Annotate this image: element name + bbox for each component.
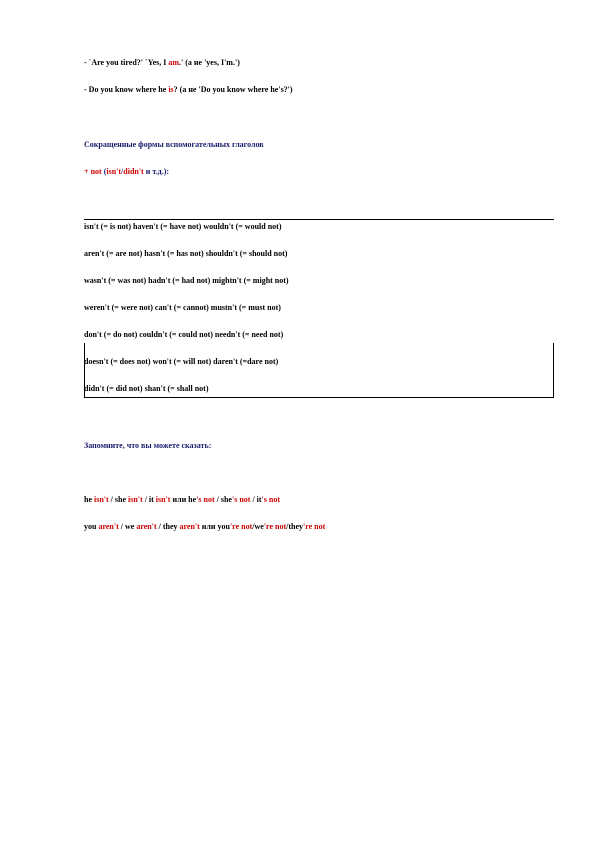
contraction-highlight: 's not: [261, 495, 280, 504]
pronoun-text: /we: [252, 522, 264, 531]
table-row: wasn't (= was not) hadn't (= had not) mightn't (= might not): [84, 276, 289, 285]
contraction-highlight: 's not: [196, 495, 215, 504]
table-row: don't (= do not) couldn't (= could not) needn't (= need not): [84, 330, 284, 339]
table-row: didn't (= did not) shan't (= shall not): [84, 384, 209, 393]
table-right-border: [553, 343, 554, 397]
contraction-highlight: isn't: [128, 495, 143, 504]
not-line-text: (: [101, 167, 107, 176]
pronoun-text: / it: [142, 495, 156, 504]
pronoun-text: или you: [199, 522, 230, 531]
pronoun-text: you: [84, 522, 99, 531]
pronoun-text: he: [84, 495, 94, 504]
pronoun-text: / they: [156, 522, 180, 531]
contraction-highlight: aren't: [136, 522, 157, 531]
highlight-is: is: [168, 85, 174, 94]
example-text: .' (а не 'yes, I'm.'): [179, 58, 240, 67]
remember-heading: Запомните, что вы можете сказать:: [84, 441, 212, 450]
contraction-highlight: 're not: [303, 522, 326, 531]
contraction-highlight: aren't: [179, 522, 200, 531]
example-line-is: [84, 85, 293, 95]
example-line-am: [84, 58, 240, 68]
isnt-word: isn't: [106, 167, 122, 176]
contraction-highlight: isn't: [94, 495, 109, 504]
table-row: weren't (= were not) can't (= cannot) mustn't (= must not): [84, 303, 281, 312]
contraction-highlight: 're not: [229, 522, 253, 531]
example-text: - `Are you tired?' `Yes, I: [84, 58, 169, 67]
pronoun-text: / it: [250, 495, 262, 504]
you-we-they-line: [84, 522, 325, 532]
pronoun-text: /they: [286, 522, 303, 531]
contraction-highlight: isn't: [155, 495, 171, 504]
table-row: aren't (= are not) hasn't (= has not) shouldn't (= should not): [84, 249, 288, 258]
plus-sign: +: [84, 167, 91, 176]
contraction-highlight: 're not: [263, 522, 287, 531]
highlight-am: am: [168, 58, 180, 67]
pronoun-text: или he: [170, 495, 197, 504]
he-she-it-line: [84, 495, 280, 505]
contraction-highlight: aren't: [98, 522, 119, 531]
contraction-highlight: 's not: [231, 495, 251, 504]
contractions-heading: Сокращенные формы вспомогательных глаголов: [84, 140, 264, 149]
table-top-border: [84, 219, 554, 220]
table-bottom-border: [84, 397, 554, 398]
table-row: isn't (= is not) haven't (= have not) wouldn't (= would not): [84, 222, 282, 231]
table-row: doesn't (= does not) won't (= will not) daren't (=dare not): [84, 357, 279, 366]
pronoun-text: / she: [108, 495, 129, 504]
table-left-border: [84, 343, 85, 397]
pronoun-text: / we: [118, 522, 137, 531]
not-word: not: [90, 167, 102, 176]
example-text: ? (а не 'Do you know where he's?'): [173, 85, 293, 94]
not-line-text: и т.д.):: [143, 167, 170, 176]
pronoun-text: / she: [214, 495, 232, 504]
example-text: - Do you know where he: [84, 85, 169, 94]
not-line: [84, 167, 169, 177]
not-line-text: /: [121, 167, 124, 176]
didnt-word: didn't: [123, 167, 144, 176]
